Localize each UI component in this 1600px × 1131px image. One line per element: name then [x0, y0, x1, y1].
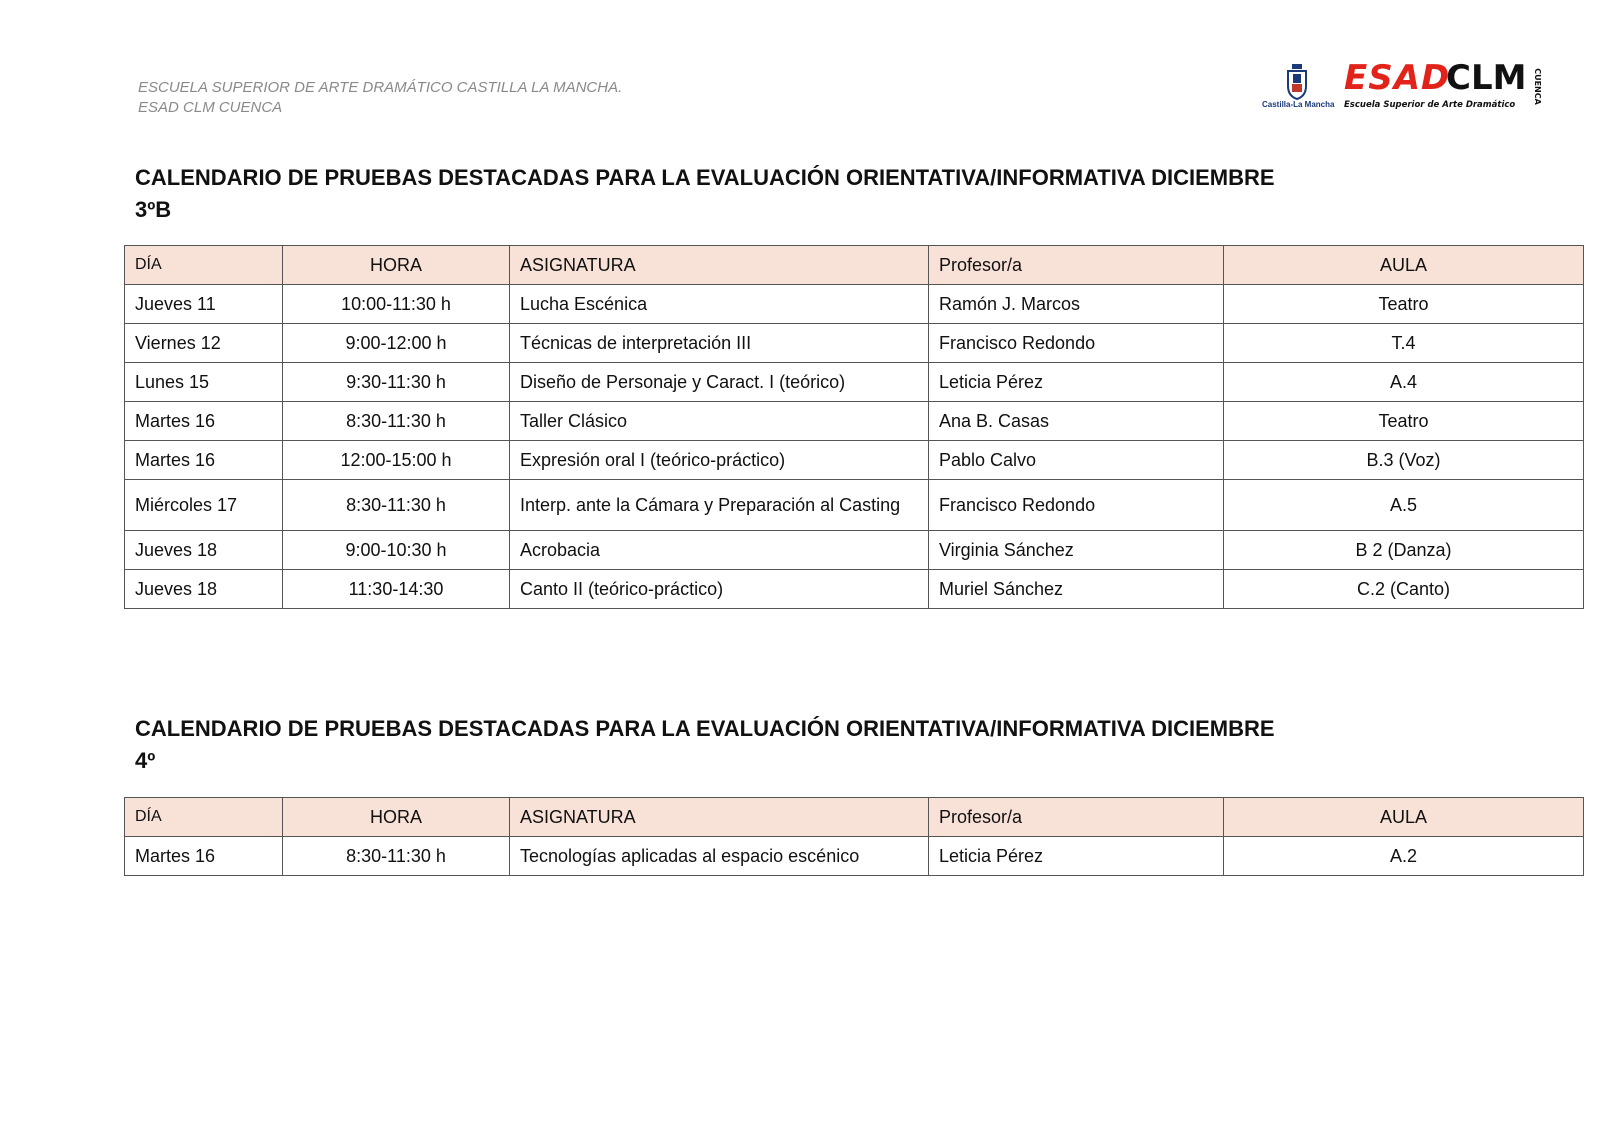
section-group: 4º	[135, 748, 156, 773]
cell-hora: 12:00-15:00 h	[283, 441, 510, 480]
cell-asignatura: Taller Clásico	[510, 402, 929, 441]
cell-asignatura: Técnicas de interpretación III	[510, 324, 929, 363]
cell-profesor: Francisco Redondo	[929, 480, 1224, 531]
logo-cuenca-text: CUENCA	[1532, 67, 1542, 105]
section-title-line: CALENDARIO DE PRUEBAS DESTACADAS PARA LA EVALUACIÓN ORIENTATIVA/INFORMATIVA DICIEMBRE	[135, 716, 1275, 741]
logo-subtitle: Escuela Superior de Arte Dramático	[1344, 100, 1516, 110]
cell-aula: B 2 (Danza)	[1224, 531, 1584, 570]
cell-asignatura: Lucha Escénica	[510, 285, 929, 324]
logo-clm: CLM	[1446, 58, 1527, 98]
logo-esad: ESAD	[1344, 58, 1451, 98]
cell-profesor: Leticia Pérez	[929, 837, 1224, 876]
school-name: ESCUELA SUPERIOR DE ARTE DRAMÁTICO CASTILLA LA MANCHA.	[138, 79, 623, 96]
column-header-dia: DÍA	[125, 798, 283, 837]
cell-aula: A.2	[1224, 837, 1584, 876]
cell-profesor: Leticia Pérez	[929, 363, 1224, 402]
cell-hora: 9:00-10:30 h	[283, 531, 510, 570]
cell-dia: Martes 16	[125, 837, 283, 876]
cell-hora: 9:00-12:00 h	[283, 324, 510, 363]
esad-clm-logo	[1262, 60, 1552, 116]
cell-profesor: Ramón J. Marcos	[929, 285, 1224, 324]
school-branch: ESAD CLM CUENCA	[138, 99, 283, 116]
table-header-row	[125, 246, 1584, 285]
cell-asignatura: Diseño de Personaje y Caract. I (teórico)	[510, 363, 929, 402]
cell-dia: Jueves 18	[125, 570, 283, 609]
column-header-asignatura: ASIGNATURA	[510, 246, 929, 285]
cell-hora: 10:00-11:30 h	[283, 285, 510, 324]
cell-aula: B.3 (Voz)	[1224, 441, 1584, 480]
table-row	[125, 570, 1584, 609]
cell-dia: Jueves 11	[125, 285, 283, 324]
table-row	[125, 285, 1584, 324]
table-row	[125, 531, 1584, 570]
cell-aula: A.5	[1224, 480, 1584, 531]
logo-cuenca	[1530, 64, 1544, 108]
cell-dia: Martes 16	[125, 402, 283, 441]
schedule-table-3b	[124, 245, 1584, 609]
cell-aula: C.2 (Canto)	[1224, 570, 1584, 609]
column-header-asignatura: ASIGNATURA	[510, 798, 929, 837]
section-title-3b	[135, 162, 1455, 226]
column-header-profesor: Profesor/a	[929, 246, 1224, 285]
cell-hora: 8:30-11:30 h	[283, 402, 510, 441]
cell-asignatura: Tecnologías aplicadas al espacio escénico	[510, 837, 929, 876]
cell-aula: Teatro	[1224, 285, 1584, 324]
cell-dia: Martes 16	[125, 441, 283, 480]
column-header-hora: HORA	[283, 246, 510, 285]
table-header-row	[125, 798, 1584, 837]
table-row	[125, 363, 1584, 402]
column-header-dia: DÍA	[125, 246, 283, 285]
column-header-hora: HORA	[283, 798, 510, 837]
column-header-aula: AULA	[1224, 798, 1584, 837]
cell-asignatura: Interp. ante la Cámara y Preparación al Casting	[510, 480, 929, 531]
cell-dia: Lunes 15	[125, 363, 283, 402]
cell-hora: 11:30-14:30	[283, 570, 510, 609]
section-group: 3ºB	[135, 197, 172, 222]
schedule-table-4	[124, 797, 1584, 876]
cell-asignatura: Canto II (teórico-práctico)	[510, 570, 929, 609]
castilla-la-mancha-crest-icon	[1286, 64, 1308, 100]
column-header-aula: AULA	[1224, 246, 1584, 285]
section-title-4	[135, 713, 1455, 777]
table-row	[125, 402, 1584, 441]
cell-profesor: Pablo Calvo	[929, 441, 1224, 480]
cell-profesor: Muriel Sánchez	[929, 570, 1224, 609]
cell-hora: 8:30-11:30 h	[283, 480, 510, 531]
cell-aula: Teatro	[1224, 402, 1584, 441]
cell-profesor: Virginia Sánchez	[929, 531, 1224, 570]
crest-caption: Castilla-La Mancha	[1262, 100, 1335, 109]
cell-dia: Miércoles 17	[125, 480, 283, 531]
cell-asignatura: Expresión oral I (teórico-práctico)	[510, 441, 929, 480]
cell-profesor: Francisco Redondo	[929, 324, 1224, 363]
table-row	[125, 837, 1584, 876]
cell-aula: A.4	[1224, 363, 1584, 402]
section-title-line: CALENDARIO DE PRUEBAS DESTACADAS PARA LA EVALUACIÓN ORIENTATIVA/INFORMATIVA DICIEMBRE	[135, 165, 1275, 190]
cell-asignatura: Acrobacia	[510, 531, 929, 570]
cell-aula: T.4	[1224, 324, 1584, 363]
table-row	[125, 480, 1584, 531]
column-header-profesor: Profesor/a	[929, 798, 1224, 837]
cell-dia: Jueves 18	[125, 531, 283, 570]
cell-dia: Viernes 12	[125, 324, 283, 363]
table-row	[125, 441, 1584, 480]
cell-hora: 9:30-11:30 h	[283, 363, 510, 402]
school-header	[138, 78, 622, 118]
cell-profesor: Ana B. Casas	[929, 402, 1224, 441]
table-row	[125, 324, 1584, 363]
cell-hora: 8:30-11:30 h	[283, 837, 510, 876]
